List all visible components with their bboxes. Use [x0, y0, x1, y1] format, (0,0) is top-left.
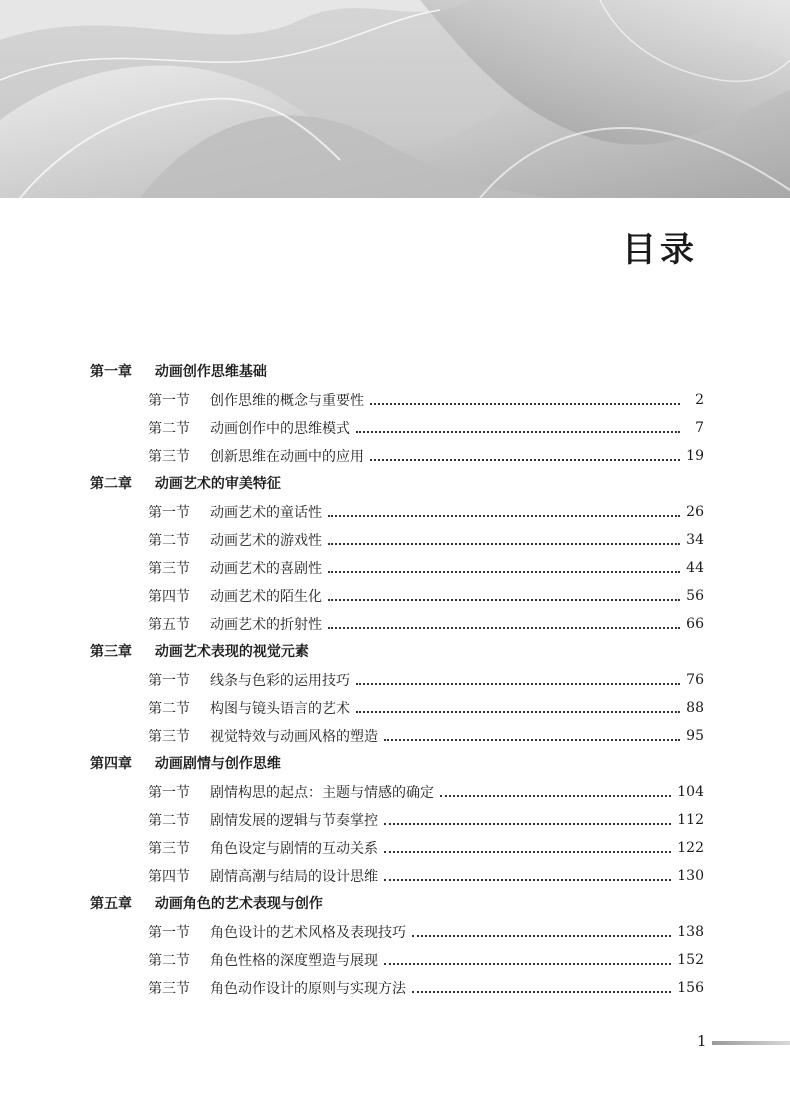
page-ref: 156 [677, 980, 704, 996]
chapter-heading[interactable] [90, 638, 690, 666]
toc-entry[interactable] [148, 554, 704, 582]
section-label: 第一节 [148, 673, 190, 689]
chapter-label: 第三章 [90, 644, 132, 660]
section-title: 剧情构思的起点：主题与情感的确定 [210, 785, 434, 801]
section-label: 第三节 [148, 729, 190, 745]
chapter-label: 第二章 [90, 476, 132, 492]
section-title: 动画艺术的陌生化 [210, 589, 322, 605]
section-title: 创新思维在动画中的应用 [210, 449, 364, 465]
section-label: 第二节 [148, 421, 190, 437]
toc-entry[interactable] [148, 582, 704, 610]
toc-entry[interactable] [148, 778, 704, 806]
toc-entry[interactable] [148, 722, 704, 750]
chapter-title: 动画艺术的审美特征 [154, 476, 281, 492]
toc-entry[interactable] [148, 806, 704, 834]
section-title: 剧情发展的逻辑与节奏掌控 [210, 813, 378, 829]
page-ref: 76 [686, 672, 704, 688]
page-ref: 26 [686, 504, 704, 520]
dot-leader [356, 710, 680, 713]
dot-leader [384, 850, 671, 853]
dot-leader [328, 626, 680, 629]
section-label: 第一节 [148, 393, 190, 409]
section-title: 剧情高潮与结局的设计思维 [210, 869, 378, 885]
chapter-heading[interactable] [90, 750, 690, 778]
toc-entry[interactable] [148, 666, 704, 694]
toc-entry[interactable] [148, 498, 704, 526]
dot-leader [370, 402, 680, 405]
chapter-label: 第一章 [90, 364, 132, 380]
section-label: 第一节 [148, 785, 190, 801]
toc-entry[interactable] [148, 526, 704, 554]
header-banner-image [0, 0, 790, 198]
chapter-heading[interactable] [90, 358, 690, 386]
dot-leader [384, 822, 671, 825]
section-title: 视觉特效与动画风格的塑造 [210, 729, 378, 745]
toc-entry[interactable] [148, 918, 704, 946]
section-title: 角色性格的深度塑造与展现 [210, 953, 378, 969]
page-ref: 95 [686, 728, 704, 744]
toc-entry[interactable] [148, 610, 704, 638]
section-label: 第一节 [148, 925, 190, 941]
page-ref: 122 [677, 840, 704, 856]
toc-entry[interactable] [148, 414, 704, 442]
section-label: 第二节 [148, 533, 190, 549]
chapter-label: 第四章 [90, 756, 132, 772]
toc-entry[interactable] [148, 946, 704, 974]
page-number: 1 [697, 1032, 707, 1050]
section-title: 动画艺术的童话性 [210, 505, 322, 521]
page-ref: 112 [677, 812, 704, 828]
section-label: 第三节 [148, 561, 190, 577]
dot-leader [356, 682, 680, 685]
section-label: 第三节 [148, 981, 190, 997]
page-ref: 44 [686, 560, 704, 576]
section-label: 第四节 [148, 869, 190, 885]
section-label: 第四节 [148, 589, 190, 605]
page-ref: 88 [686, 700, 704, 716]
toc-entry[interactable] [148, 974, 704, 1002]
section-label: 第二节 [148, 701, 190, 717]
dot-leader [328, 570, 680, 573]
page-ref: 130 [677, 868, 704, 884]
section-title: 角色设计的艺术风格及表现技巧 [210, 925, 406, 941]
section-title: 动画艺术的游戏性 [210, 533, 322, 549]
dot-leader [384, 878, 671, 881]
abstract-wave-graphic [0, 0, 790, 198]
dot-leader [440, 794, 671, 797]
page-ref: 56 [686, 588, 704, 604]
chapter-title: 动画剧情与创作思维 [154, 756, 281, 772]
dot-leader [384, 962, 671, 965]
section-title: 动画艺术的喜剧性 [210, 561, 322, 577]
section-label: 第一节 [148, 505, 190, 521]
toc-entry[interactable] [148, 834, 704, 862]
page-ref: 2 [695, 392, 704, 408]
page-ref: 19 [686, 448, 704, 464]
section-title: 动画艺术的折射性 [210, 617, 322, 633]
dot-leader [328, 514, 680, 517]
dot-leader [328, 542, 680, 545]
chapter-label: 第五章 [90, 896, 132, 912]
page-ref: 104 [677, 784, 704, 800]
toc-entry[interactable] [148, 386, 704, 414]
chapter-heading[interactable] [90, 890, 690, 918]
section-title: 创作思维的概念与重要性 [210, 393, 364, 409]
section-label: 第三节 [148, 841, 190, 857]
dot-leader [356, 430, 680, 433]
page-ref: 66 [686, 616, 704, 632]
dot-leader [412, 990, 671, 993]
section-title: 角色动作设计的原则与实现方法 [210, 981, 406, 997]
section-label: 第三节 [148, 449, 190, 465]
chapter-title: 动画角色的艺术表现与创作 [154, 896, 323, 912]
chapter-heading[interactable] [90, 470, 690, 498]
section-title: 角色设定与剧情的互动关系 [210, 841, 378, 857]
page-ref: 34 [686, 532, 704, 548]
page-title: 目录 [622, 230, 698, 270]
dot-leader [384, 738, 680, 741]
dot-leader [412, 934, 671, 937]
section-label: 第二节 [148, 953, 190, 969]
chapter-title: 动画创作思维基础 [154, 364, 267, 380]
section-label: 第五节 [148, 617, 190, 633]
section-title: 动画创作中的思维模式 [210, 421, 350, 437]
page-ref: 138 [677, 924, 704, 940]
dot-leader [370, 458, 680, 461]
section-title: 线条与色彩的运用技巧 [210, 673, 350, 689]
toc-entry[interactable] [148, 862, 704, 890]
page-ref: 7 [695, 420, 704, 436]
section-label: 第二节 [148, 813, 190, 829]
page-number-bar [712, 1041, 790, 1045]
dot-leader [328, 598, 680, 601]
toc-entry[interactable] [148, 442, 704, 470]
section-title: 构图与镜头语言的艺术 [210, 701, 350, 717]
chapter-title: 动画艺术表现的视觉元素 [154, 644, 309, 660]
toc-entry[interactable] [148, 694, 704, 722]
page-ref: 152 [677, 952, 704, 968]
